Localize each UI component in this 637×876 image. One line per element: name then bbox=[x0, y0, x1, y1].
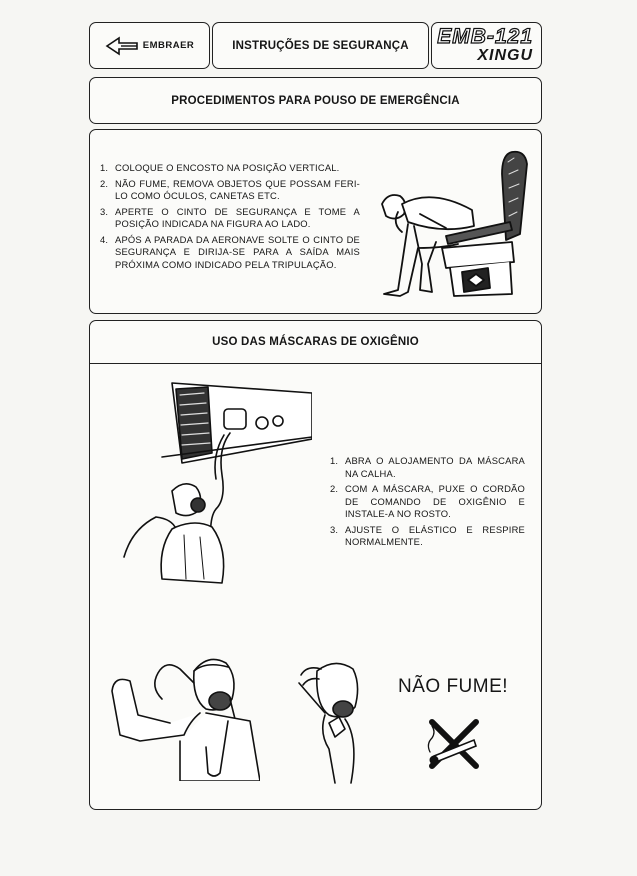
model-badge bbox=[431, 22, 542, 69]
page-title: INSTRUÇÕES DE SEGURANÇA bbox=[212, 22, 429, 69]
oxygen-section-title: USO DAS MÁSCARAS DE OXIGÊNIO bbox=[90, 321, 541, 364]
list-item: 3. AJUSTE O ELÁSTICO E RESPIRE NORMALMENTE. bbox=[330, 523, 525, 547]
brace-position-illustration bbox=[362, 144, 537, 304]
emergency-section bbox=[89, 129, 542, 314]
no-smoking-icon bbox=[424, 714, 484, 774]
oxygen-steps-list bbox=[330, 455, 525, 552]
emergency-section-title: PROCEDIMENTOS PARA POUSO DE EMERGÊNCIA bbox=[89, 77, 542, 124]
list-item: 1. ABRA O ALOJAMENTO DA MÁSCARA NA CALHA. bbox=[330, 455, 525, 479]
mask-adjust-illustration bbox=[295, 659, 370, 784]
emergency-steps-list bbox=[100, 162, 360, 274]
embraer-arrow-icon bbox=[105, 36, 139, 56]
list-item: 3. APERTE O CINTO DE SEGURANÇA E TOME A POSIÇÃO INDICADA NA FIGURA AO LADO. bbox=[100, 205, 360, 229]
oxygen-section bbox=[89, 320, 542, 810]
brand-name: EMBRAER bbox=[142, 40, 195, 51]
overhead-mask-illustration bbox=[112, 379, 312, 591]
list-item: 1. COLOQUE O ENCOSTO NA POSIÇÃO VERTICAL. bbox=[100, 162, 340, 173]
no-smoking-label: NÃO FUME! bbox=[398, 676, 509, 697]
model-name: XINGU bbox=[477, 46, 533, 64]
list-item: 2. NÃO FUME, REMOVA OBJETOS QUE POSSAM FERI-LO COMO ÓCULOS, CANETAS ETC. bbox=[100, 177, 360, 201]
list-item: 2. COM A MÁSCARA, PUXE O CORDÃO DE COMANDO DE OXIGÊNIO E INSTALE-A NO ROSTO. bbox=[330, 483, 525, 519]
embraer-logo bbox=[89, 22, 210, 69]
list-item: 4. APÓS A PARADA DA AERONAVE SOLTE O CINTO DE SEGURANÇA E DIRIJA-SE PARA A SAÍDA MAIS PRÓXIMA COMO INDICADO PELA TRIPULAÇÃO. bbox=[100, 233, 360, 270]
mask-fitting-illustration bbox=[110, 651, 260, 781]
model-number: EMB-121 bbox=[437, 24, 533, 48]
